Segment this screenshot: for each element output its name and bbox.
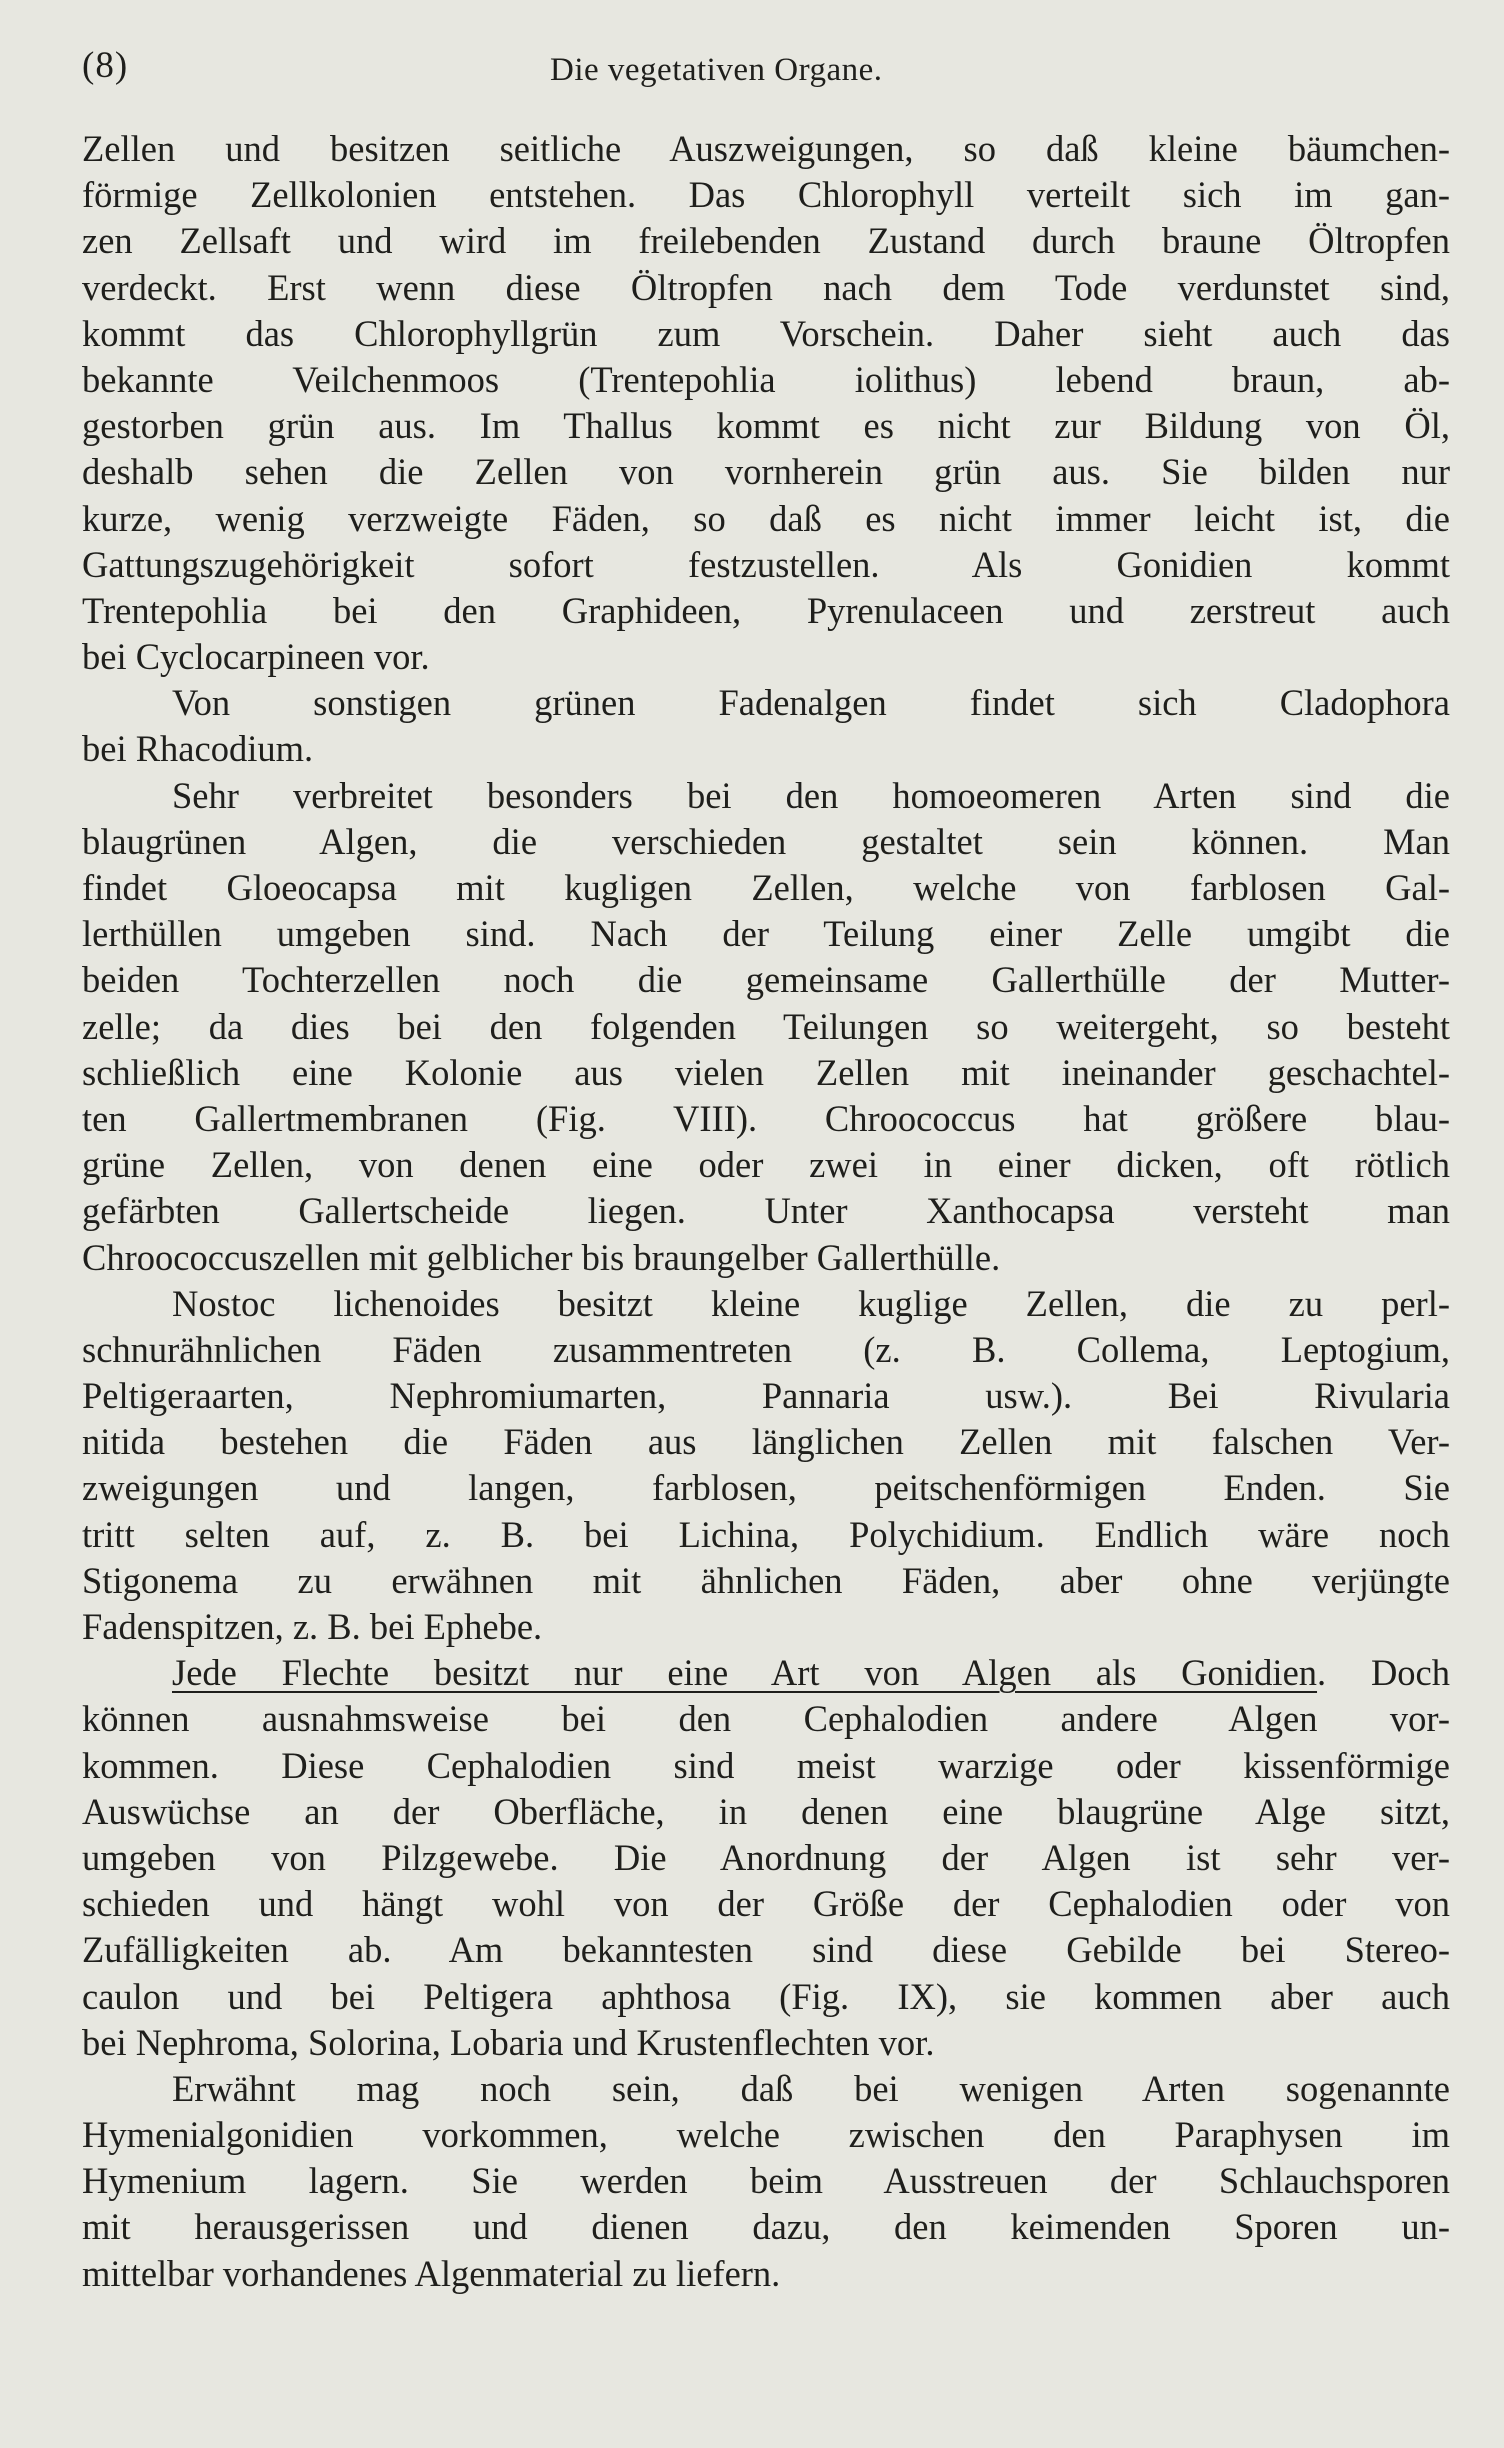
text-line: Zellen und besitzen seitliche Auszweigungen, so daß kleine bäumchen-: [82, 128, 1450, 169]
text-line: Chroococcuszellen mit gelblicher bis braungelber Gallerthülle.: [82, 1236, 1001, 1278]
paragraph-start-line-underlined: Jede Flechte besitzt nur eine Art von Algen als Gonidien. Doch: [172, 1652, 1450, 1694]
paragraph-start-line: Von sonstigen grünen Fadenalgen findet sich Cladophora: [172, 682, 1450, 724]
text-line: nitida bestehen die Fäden aus länglichen Zellen mit falschen Ver-: [82, 1421, 1450, 1463]
text-line: mit herausgerissen und dienen dazu, den keimenden Sporen un-: [82, 2206, 1450, 2248]
text-line: kommt das Chlorophyllgrün zum Vorschein. Daher sieht auch das: [82, 312, 1450, 354]
text-line: zelle; da dies bei den folgenden Teilungen so weitergeht, so besteht: [82, 1005, 1450, 1047]
page-header: [82, 44, 1452, 100]
text-line: mittelbar vorhandenes Algenmaterial zu liefern.: [82, 2252, 781, 2294]
text-line: schieden und hängt wohl von der Größe der Cephalodien oder von: [82, 1883, 1450, 1925]
body-text: [82, 126, 1450, 2297]
text-line: können ausnahmsweise bei den Cephalodien andere Algen vor-: [82, 1698, 1450, 1740]
text-line: beiden Tochterzellen noch die gemeinsame Gallerthülle der Mutter-: [82, 959, 1450, 1001]
text-line: umgeben von Pilzgewebe. Die Anordnung der Algen ist sehr ver-: [82, 1836, 1450, 1878]
text-line: kommen. Diese Cephalodien sind meist warzige oder kissenförmige: [82, 1744, 1450, 1786]
text-line: zen Zellsaft und wird im freilebenden Zustand durch braune Öltropfen: [82, 220, 1450, 262]
text-line: bei Rhacodium.: [82, 728, 314, 770]
text-line: Zufälligkeiten ab. Am bekanntesten sind diese Gebilde bei Stereo-: [82, 1929, 1450, 1971]
text-line: gefärbten Gallertscheide liegen. Unter Xanthocapsa versteht man: [82, 1190, 1450, 1232]
text-line: caulon und bei Peltigera aphthosa (Fig. IX), sie kommen aber auch: [82, 1975, 1450, 2017]
text-line: Fadenspitzen, z. B. bei Ephebe.: [82, 1606, 543, 1647]
text-line: schließlich eine Kolonie aus vielen Zellen mit ineinander geschachtel-: [82, 1051, 1450, 1093]
text-line: bekannte Veilchenmoos (Trentepohlia iolithus) lebend braun, ab-: [82, 358, 1450, 400]
text-line: bei Cyclocarpineen vor.: [82, 636, 430, 678]
text-line: Trentepohlia bei den Graphideen, Pyrenulaceen und zerstreut auch: [82, 589, 1450, 631]
running-title: Die vegetativen Organe.: [550, 52, 883, 88]
text-line: ten Gallertmembranen (Fig. VIII). Chroococcus hat größere blau-: [82, 1097, 1450, 1139]
text-line: Stigonema zu erwähnen mit ähnlichen Fäden, aber ohne verjüngte: [82, 1559, 1450, 1601]
text-line: schnurähnlichen Fäden zusammentreten (z. B. Collema, Leptogium,: [82, 1328, 1450, 1370]
text-line: deshalb sehen die Zellen von vornherein grün aus. Sie bilden nur: [82, 451, 1450, 493]
text-line: kurze, wenig verzweigte Fäden, so daß es nicht immer leicht ist, die: [82, 497, 1450, 539]
text-line: bei Nephroma, Solorina, Lobaria und Krustenflechten vor.: [82, 2021, 935, 2063]
text-line: lerthüllen umgeben sind. Nach der Teilung einer Zelle umgibt die: [82, 913, 1450, 955]
text-line: gestorben grün aus. Im Thallus kommt es nicht zur Bildung von Öl,: [82, 405, 1450, 447]
text-line: Hymenium lagern. Sie werden beim Ausstreuen der Schlauchsporen: [82, 2160, 1450, 2202]
paragraph-start-line: Sehr verbreitet besonders bei den homoeomeren Arten sind die: [172, 774, 1450, 816]
text-line: Peltigeraarten, Nephromiumarten, Pannaria usw.). Bei Rivularia: [82, 1375, 1450, 1417]
paragraph-start-line: Nostoc lichenoides besitzt kleine kuglige Zellen, die zu perl-: [172, 1282, 1450, 1324]
text-line: zweigungen und langen, farblosen, peitschenförmigen Enden. Sie: [82, 1467, 1450, 1509]
text-line: findet Gloeocapsa mit kugligen Zellen, welche von farblosen Gal-: [82, 867, 1450, 908]
text-line: verdeckt. Erst wenn diese Öltropfen nach dem Tode verdunstet sind,: [82, 266, 1450, 308]
page-number: (8): [82, 45, 129, 86]
text-line: Gattungszugehörigkeit sofort festzustellen. Als Gonidien kommt: [82, 543, 1450, 585]
text-line: Hymenialgonidien vorkommen, welche zwischen den Paraphysen im: [82, 2114, 1450, 2156]
text-line: förmige Zellkolonien entstehen. Das Chlorophyll verteilt sich im gan-: [82, 174, 1450, 216]
text-line: grüne Zellen, von denen eine oder zwei in einer dicken, oft rötlich: [82, 1144, 1450, 1186]
text-line: blaugrünen Algen, die verschieden gestaltet sein können. Man: [82, 820, 1450, 862]
text-line: tritt selten auf, z. B. bei Lichina, Polychidium. Endlich wäre noch: [82, 1513, 1450, 1555]
paragraph-start-line: Erwähnt mag noch sein, daß bei wenigen Arten sogenannte: [172, 2067, 1450, 2109]
text-line: Auswüchse an der Oberfläche, in denen eine blaugrüne Alge sitzt,: [82, 1790, 1450, 1832]
